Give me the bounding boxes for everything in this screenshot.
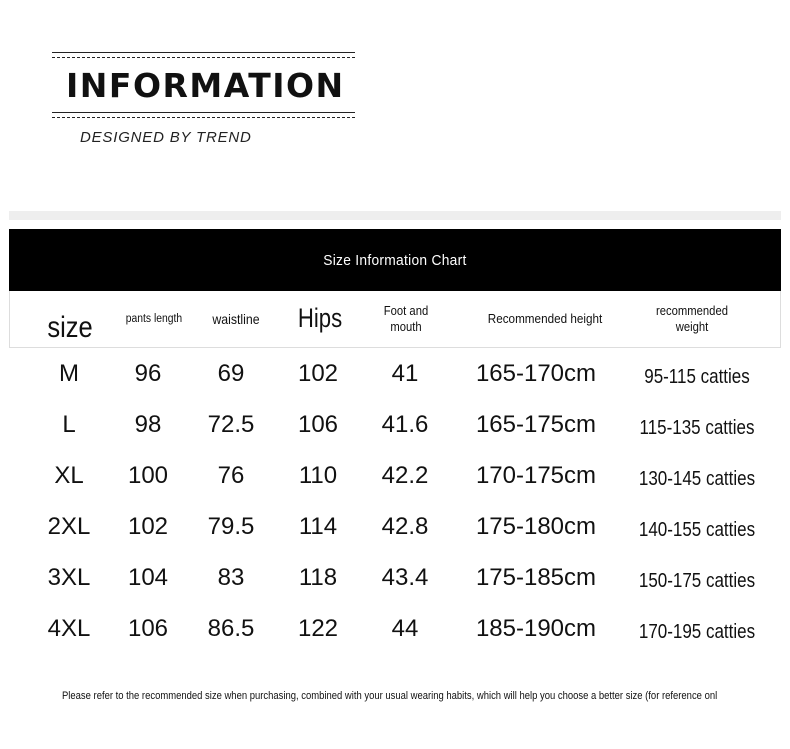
header-hips: Hips (297, 303, 343, 334)
table-row (0, 615, 790, 666)
cell-recommended-height: 165-170cm (475, 360, 597, 387)
cell-hips: 102 (297, 360, 339, 387)
cell-size: 2XL (47, 513, 91, 540)
header-foot-and-mouth: Foot and mouth (383, 303, 429, 334)
table-row (0, 513, 790, 564)
chart-banner (9, 229, 781, 291)
cell-pants-length: 102 (127, 513, 169, 540)
logo-bottom-rule (52, 112, 355, 118)
header-recommended-height: Recommended height (487, 310, 603, 326)
cell-hips: 106 (297, 411, 339, 438)
logo-top-rule (52, 52, 355, 58)
cell-hips: 118 (298, 564, 338, 591)
cell-recommended-height: 165-175cm (475, 411, 597, 438)
cell-waistline: 79.5 (207, 513, 255, 540)
cell-size: M (59, 360, 79, 387)
cell-recommended-height: 170-175cm (475, 462, 597, 489)
header-waistline: waistline (212, 310, 260, 327)
cell-pants-length: 106 (127, 615, 169, 642)
cell-pants-length: 98 (134, 411, 162, 438)
cell-waistline: 72.5 (207, 411, 255, 438)
cell-recommended-height: 175-185cm (475, 564, 597, 591)
banner-title: Size Information Chart (323, 251, 467, 269)
cell-waistline: 86.5 (207, 615, 255, 642)
cell-foot-and-mouth: 42.2 (381, 462, 429, 489)
cell-recommended-weight: 115-135 catties (639, 417, 755, 439)
header-pants-length: pants length (125, 312, 183, 325)
cell-size: XL (54, 462, 84, 489)
table-row (0, 411, 790, 462)
header-recommended-weight: recommended weight (656, 303, 728, 334)
brand-logo (52, 50, 355, 150)
table-row (0, 564, 790, 615)
cell-size: 4XL (47, 615, 91, 642)
cell-foot-and-mouth: 42.8 (381, 513, 429, 540)
cell-foot-and-mouth: 41.6 (381, 411, 429, 438)
size-footnote: Please refer to the recommended size when purchasing, combined with your usual wearing habits, which will help you choose a better size (for reference onl (62, 690, 718, 702)
divider-strip (9, 211, 781, 220)
cell-pants-length: 96 (134, 360, 162, 387)
cell-foot-and-mouth: 43.4 (381, 564, 429, 591)
cell-hips: 122 (297, 615, 339, 642)
cell-recommended-weight: 95-115 catties (644, 366, 750, 388)
cell-recommended-weight: 150-175 catties (638, 570, 756, 592)
logo-title: INFORMATION (66, 66, 345, 105)
cell-recommended-height: 175-180cm (475, 513, 597, 540)
logo-subtitle: DESIGNED BY TREND (80, 129, 252, 146)
table-header (9, 291, 781, 348)
cell-pants-length: 100 (127, 462, 169, 489)
cell-waistline: 83 (217, 564, 245, 591)
cell-hips: 110 (298, 462, 338, 489)
cell-recommended-height: 185-190cm (475, 615, 597, 642)
cell-pants-length: 104 (127, 564, 169, 591)
cell-size: L (62, 411, 76, 438)
table-row (0, 360, 790, 411)
cell-size: 3XL (47, 564, 91, 591)
cell-recommended-weight: 170-195 catties (638, 621, 756, 643)
cell-foot-and-mouth: 41 (391, 360, 419, 387)
cell-recommended-weight: 130-145 catties (638, 468, 756, 490)
cell-recommended-weight: 140-155 catties (638, 519, 756, 541)
cell-hips: 114 (298, 513, 338, 540)
header-size: size (47, 310, 93, 344)
cell-waistline: 76 (217, 462, 245, 489)
cell-foot-and-mouth: 44 (391, 615, 419, 642)
table-row (0, 462, 790, 513)
cell-waistline: 69 (217, 360, 245, 387)
